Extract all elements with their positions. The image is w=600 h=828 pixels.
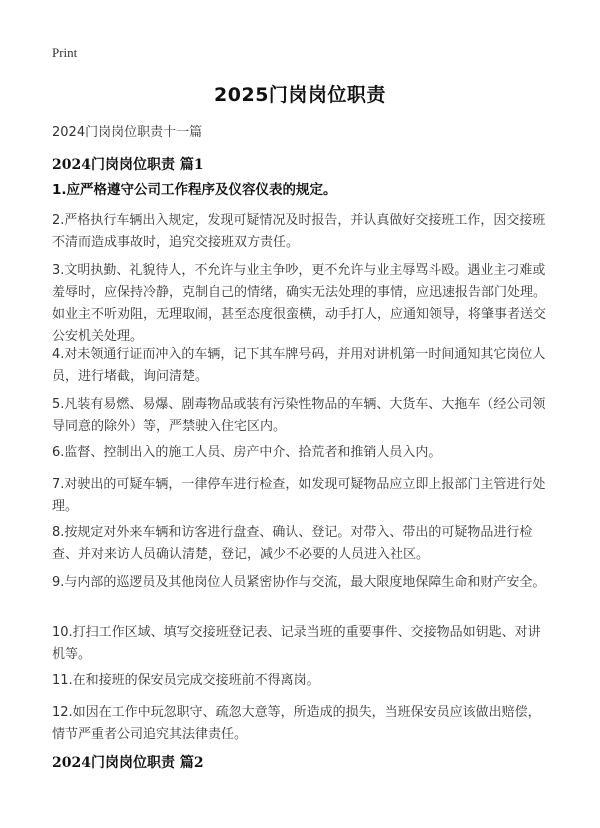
section-heading-2: 2024门岗岗位职责 篇2	[52, 755, 204, 771]
duty-item-9: 9.与内部的巡逻员及其他岗位人员紧密协作与交流，最大限度地保障生命和财产安全。	[52, 575, 546, 590]
duty-item-7: 7.对驶出的可疑车辆，一律停车进行检查，如发现可疑物品应立即上报部门主管进行处理。	[52, 477, 546, 514]
document-subtitle: 2024门岗岗位职责十一篇	[52, 125, 203, 140]
duty-item-4: 4.对未领通行证而冲入的车辆，记下其车牌号码，并用对讲机第一时间通知其它岗位人员，进行堵截，询问清楚。	[52, 347, 546, 384]
duty-item-10: 10.打扫工作区域、填写交接班登记表、记录当班的重要事件、交接物品如钥匙、对讲机等。	[52, 625, 541, 662]
duty-item-12: 12.如因在工作中玩忽职守、疏忽大意等，所造成的损失，当班保安员应该做出赔偿，情节严重者公司追究其法律责任。	[52, 705, 541, 742]
duty-item-2: 2.严格执行车辆出入规定，发现可疑情况及时报告，并认真做好交接班工作，因交接班不清而造成事故时，追究交接班双方责任。	[52, 213, 546, 250]
print-link[interactable]: Print	[52, 45, 78, 60]
duty-item-5: 5.凡装有易燃、易爆、剧毒物品或装有污染性物品的车辆、大货车、大拖车（经公司领导同意的除外）等，严禁驶入住宅区内。	[52, 397, 546, 434]
section-heading-1: 2024门岗岗位职责 篇1	[52, 157, 204, 173]
page-title: 2025门岗岗位职责	[214, 84, 386, 106]
duty-item-1: 1.应严格遵守公司工作程序及仪容仪表的规定。	[52, 182, 337, 198]
duty-item-3: 3.文明执勤、礼貌待人，不允许与业主争吵，更不允许与业主辱骂斗殴。遇业主刁难或羞辱时，应保持冷静，克制自己的情绪，确实无法处理的事情，应迅速报告部门处理。如业主不听劝阻，无理取闹，甚至态度很蛮横，动手打人，应通知领导，将肇事者送交公安机关处理。	[52, 263, 547, 344]
duty-item-8: 8.按规定对外来车辆和访客进行盘查、确认、登记。对带入、带出的可疑物品进行检查、并对来访人员确认清楚，登记，减少不必要的人员进入社区。	[52, 525, 533, 562]
duty-item-11: 11.在和接班的保安员完成交接班前不得离岗。	[52, 673, 320, 688]
duty-item-6: 6.监督、控制出入的施工人员、房产中介、拾荒者和推销人员入内。	[52, 445, 442, 460]
